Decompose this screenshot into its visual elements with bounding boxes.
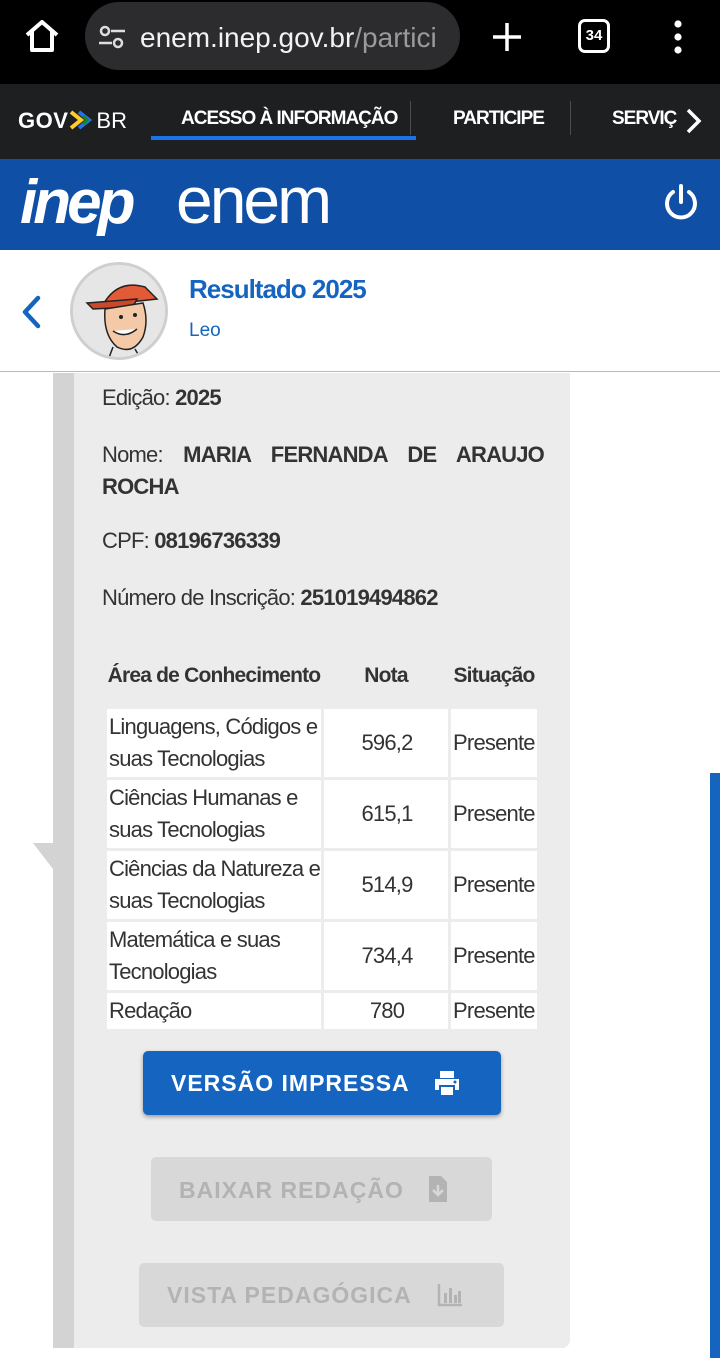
home-icon[interactable] [22, 16, 62, 56]
inscricao-field [102, 585, 438, 611]
area-cell: Redação [107, 993, 321, 1029]
versao-impressa-label: VERSÃO IMPRESSA [171, 1070, 410, 1096]
inscricao-value: 251019494862 [300, 585, 438, 610]
situacao-cell: Presente [451, 851, 537, 919]
edicao-value: 2025 [175, 385, 221, 410]
enem-logo[interactable]: enem [176, 163, 330, 237]
nota-cell: 734,4 [324, 922, 448, 990]
baixar-redacao-label: BAIXAR REDAÇÃO [179, 1177, 404, 1203]
table-row [107, 780, 537, 848]
user-name: Leo [189, 320, 221, 341]
govbr-logo[interactable] [18, 108, 127, 136]
result-card [53, 373, 570, 1348]
nav-servicos[interactable]: SERVIÇ [612, 108, 677, 129]
nome-field [102, 439, 544, 503]
situacao-cell: Presente [451, 780, 537, 848]
address-bar[interactable] [85, 2, 460, 70]
header-situacao: Situação [453, 664, 535, 687]
govbr-nav [0, 84, 720, 159]
baixar-redacao-button[interactable] [151, 1157, 492, 1221]
cpf-field [102, 528, 280, 554]
cpf-label: CPF: [102, 528, 149, 553]
area-cell: Ciências Humanas e suas Tecnologias [107, 780, 321, 848]
logo-br-text: BR [96, 108, 127, 133]
card-side-bar [53, 373, 74, 1348]
table-row [107, 993, 537, 1029]
area-cell: Ciências da Natureza e suas Tecnologias [107, 851, 321, 919]
nav-divider [410, 101, 411, 135]
avatar [70, 262, 168, 360]
table-header-row [107, 646, 537, 706]
page-title: Resultado 2025 [189, 274, 366, 304]
situacao-cell: Presente [451, 922, 537, 990]
chevron-right-icon[interactable] [684, 107, 704, 135]
new-tab-icon[interactable] [490, 20, 524, 54]
nome-value: MARIA FERNANDA DE ARAUJO ROCHA [102, 442, 544, 499]
printer-icon [433, 1070, 461, 1096]
avatar-cartoon-icon [73, 265, 168, 360]
header-nota: Nota [364, 664, 408, 687]
inep-enem-header [0, 159, 720, 250]
nome-label: Nome: [102, 442, 163, 467]
site-settings-icon[interactable] [97, 24, 127, 50]
versao-impressa-button[interactable] [143, 1051, 501, 1115]
vista-pedagogica-label: VISTA PEDAGÓGICA [167, 1282, 412, 1308]
edicao-label: Edição: [102, 385, 170, 410]
inscricao-label: Número de Inscrição: [102, 585, 296, 610]
table-row [107, 851, 537, 919]
govbr-arrow-icon [69, 109, 95, 131]
table-row [107, 709, 537, 777]
nav-acesso-informacao[interactable]: ACESSO À INFORMAÇÃO [181, 108, 398, 129]
more-vert-icon[interactable] [666, 18, 690, 56]
nav-participe[interactable]: PARTICIPE [453, 108, 544, 129]
file-download-icon [427, 1175, 449, 1203]
nota-cell: 615,1 [324, 780, 448, 848]
nota-cell: 596,2 [324, 709, 448, 777]
result-header [0, 250, 720, 372]
url-text[interactable]: enem.inep.gov.br/partici [140, 22, 437, 53]
area-cell: Linguagens, Códigos e suas Tecnologias [107, 709, 321, 777]
grades-table [104, 643, 540, 1032]
nav-divider [570, 101, 571, 135]
power-icon[interactable] [661, 183, 701, 223]
table-row [107, 922, 537, 990]
vista-pedagogica-button[interactable] [139, 1263, 504, 1327]
nota-cell: 780 [324, 993, 448, 1029]
chevron-left-icon[interactable] [18, 294, 44, 330]
area-cell: Matemática e suas Tecnologias [107, 922, 321, 990]
cpf-value: 08196736339 [154, 528, 281, 553]
browser-toolbar [0, 0, 720, 84]
header-area: Área de Conhecimento [107, 664, 321, 687]
inep-logo[interactable]: inep [20, 168, 132, 237]
situacao-cell: Presente [451, 993, 537, 1029]
edicao-field [102, 385, 221, 411]
tab-switcher-button[interactable]: 34 [578, 19, 610, 53]
situacao-cell: Presente [451, 709, 537, 777]
nota-cell: 514,9 [324, 851, 448, 919]
bar-chart-icon [437, 1283, 463, 1307]
logo-gov-text: GOV [18, 108, 69, 133]
card-notch [33, 843, 53, 869]
nav-active-indicator [151, 136, 416, 140]
scroll-indicator[interactable] [710, 773, 720, 1358]
